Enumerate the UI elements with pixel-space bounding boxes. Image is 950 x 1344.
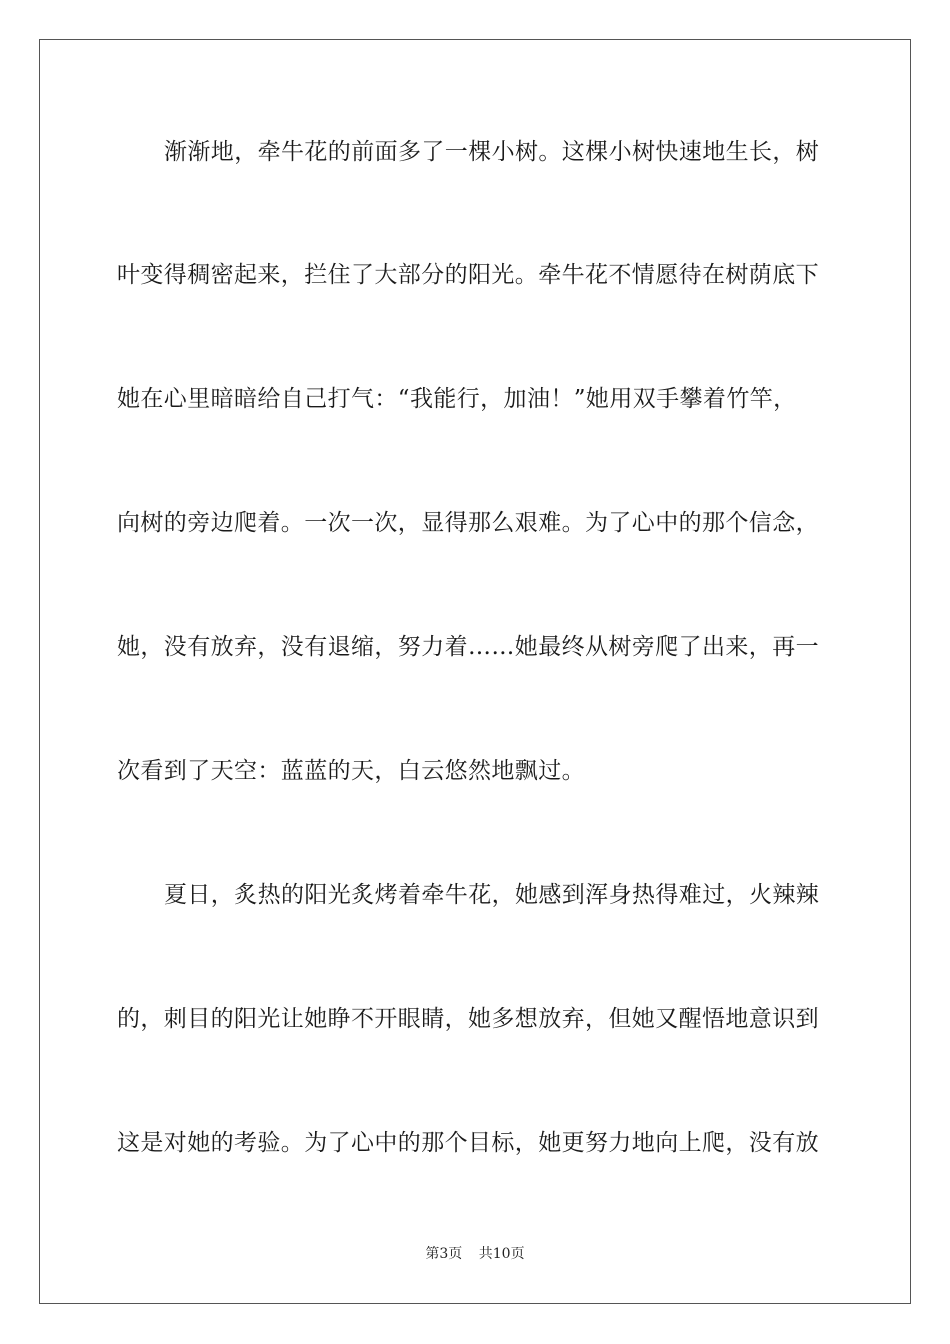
paragraph-1-line-2: 叶变得稠密起来，拦住了大部分的阳光。牵牛花不情愿待在树荫底下: [117, 262, 819, 288]
paragraph-1-line-3: 她在心里暗暗给自己打气：“我能行，加油！”她用双手攀着竹竿，: [117, 386, 797, 412]
page-number: 第3页: [425, 1246, 463, 1262]
paragraph-1-line-5: 她，没有放弃，没有退缩，努力着……她最终从树旁爬了出来，再一: [117, 634, 819, 660]
page-footer: [0, 1244, 950, 1264]
paragraph-1-line-4: 向树的旁边爬着。一次一次，显得那么艰难。为了心中的那个信念，: [117, 510, 819, 536]
paragraph-1-line-1: 渐渐地，牵牛花的前面多了一棵小树。这棵小树快速地生长，树: [164, 139, 820, 165]
paragraph-2-line-2: 的，刺目的阳光让她睁不开眼睛，她多想放弃，但她又醒悟地意识到: [117, 1006, 819, 1032]
paragraph-2-line-3: 这是对她的考验。为了心中的那个目标，她更努力地向上爬，没有放: [117, 1130, 819, 1156]
page-total: 共10页: [478, 1246, 525, 1262]
paragraph-1-line-6: 次看到了天空：蓝蓝的天，白云悠然地飘过。: [117, 758, 585, 784]
page-border: [39, 39, 911, 1304]
paragraph-2-line-1: 夏日，炙热的阳光炙烤着牵牛花，她感到浑身热得难过，火辣辣: [164, 882, 820, 908]
